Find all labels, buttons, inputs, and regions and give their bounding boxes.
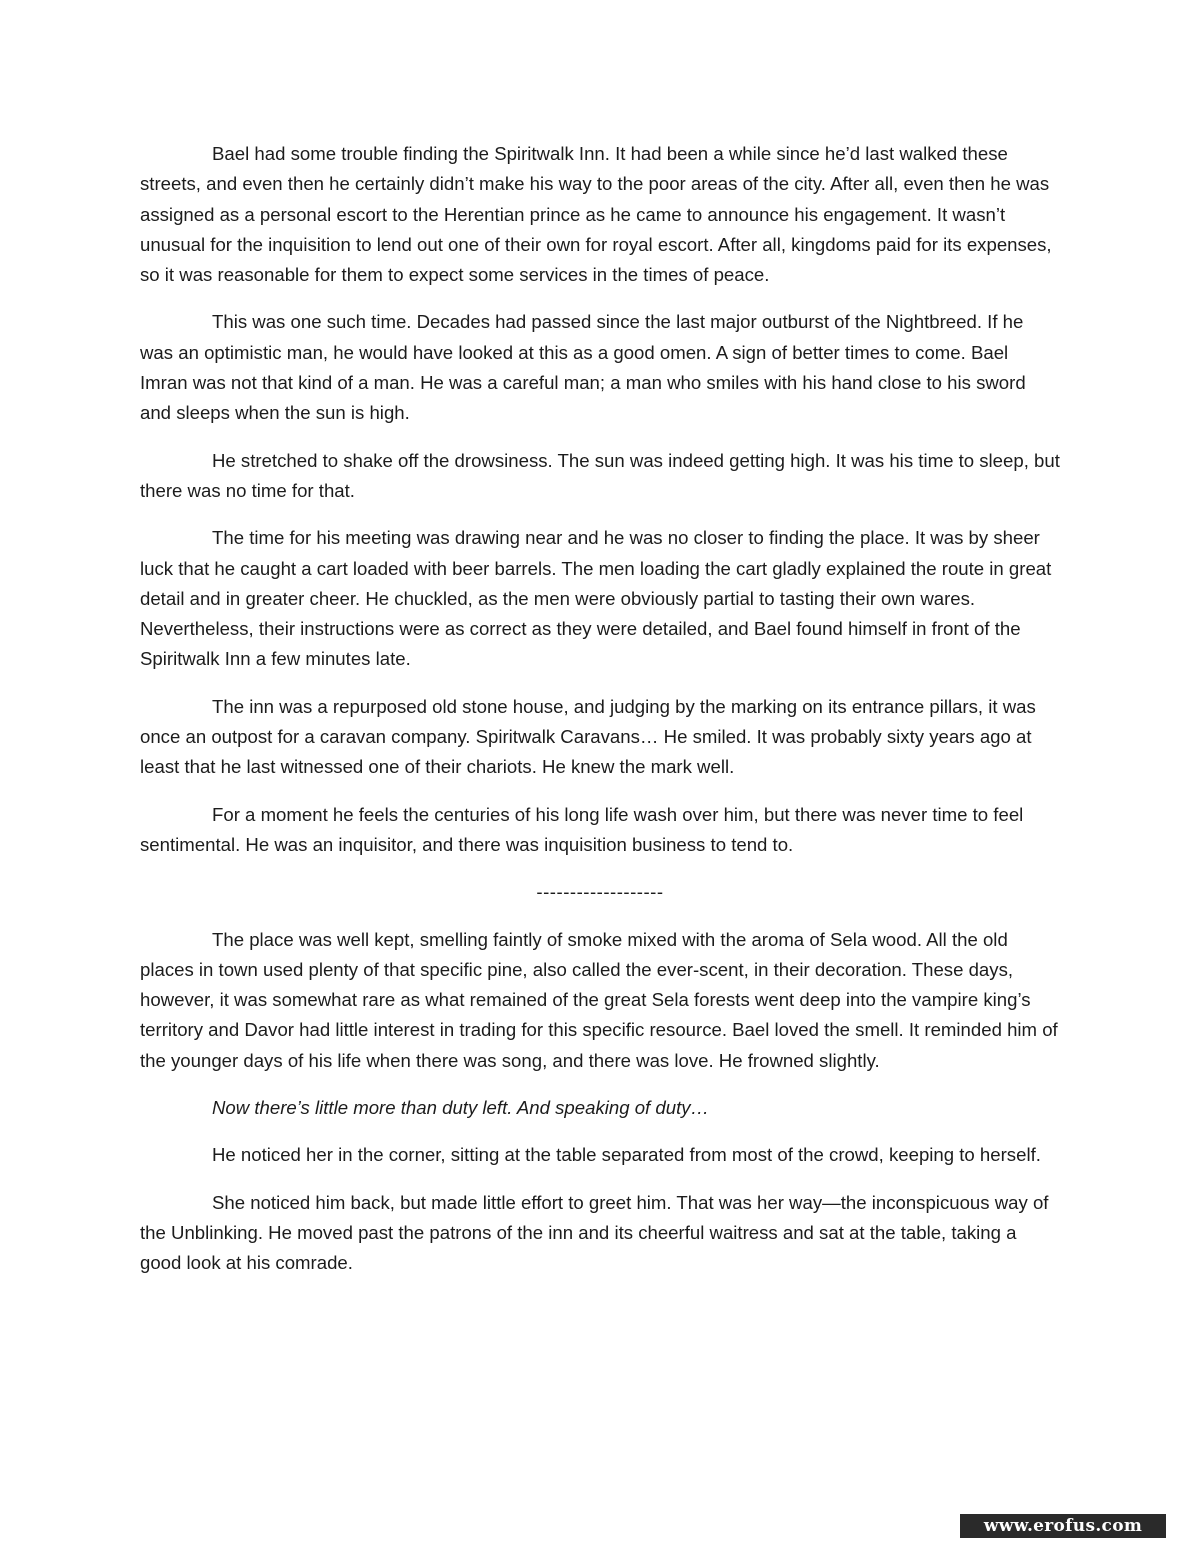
paragraph-7: The place was well kept, smelling faintly of smoke mixed with the aroma of Sela wood. All the old places in town used plenty of that specific pine, also called the ever-scent, in their decoration. These days, however, it was somewhat rare as what remained of the great Sela forests went deep into the vampire king’s territory and Davor had little interest in trading for this specific resource. Bael loved the smell. It reminded him of the younger days of his life when there was song, and there was love. He frowned slightly. xyxy=(140,928,1058,1071)
scene-separator: ------------------- xyxy=(536,881,664,903)
paragraph-6: For a moment he feels the centuries of his long life wash over him, but there was never time to feel sentimental. He was an inquisitor, and there was inquisition business to tend to. xyxy=(140,803,1024,855)
paragraph-2: This was one such time. Decades had passed since the last major outburst of the Nightbreed. If he was an optimistic man, he would have looked at this as a good omen. A sign of better times to come. Bael Imran was not that kind of a man. He was a careful man; a man who smiles with his hand close to his sword and sleeps when the sun is high. xyxy=(140,311,1026,424)
story-text xyxy=(140,139,1060,1296)
watermark-logo: www.erofus.com xyxy=(960,1514,1166,1538)
paragraph-5: The inn was a repurposed old stone house, and judging by the marking on its entrance pillars, it was once an outpost for a caravan company. Spiritwalk Caravans… He smiled. It was probably sixty years ago at least that he last witnessed one of their chariots. He knew the mark well. xyxy=(140,695,1036,778)
paragraph-3: He stretched to shake off the drowsiness. The sun was indeed getting high. It was his time to sleep, but there was no time for that. xyxy=(140,449,1060,501)
paragraph-1: Bael had some trouble finding the Spiritwalk Inn. It had been a while since he’d last walked these streets, and even then he certainly didn’t make his way to the poor areas of the city. After all, even then he was assigned as a personal escort to the Herentian prince as he came to announce his engagement. It wasn’t unusual for the inquisition to lend out one of their own for royal escort. After all, kingdoms paid for its expenses, so it was reasonable for them to expect some services in the times of peace. xyxy=(140,143,1052,286)
paragraph-italic-thought: Now there’s little more than duty left. And speaking of duty… xyxy=(212,1097,710,1119)
paragraph-8: He noticed her in the corner, sitting at the table separated from most of the crowd, keeping to herself. xyxy=(212,1144,1041,1166)
paragraph-9: She noticed him back, but made little effort to greet him. That was her way—the inconspicuous way of the Unblinking. He moved past the patrons of the inn and its cheerful waitress and sat at the table, taking a good look at his comrade. xyxy=(140,1191,1049,1274)
paragraph-4: The time for his meeting was drawing near and he was no closer to finding the place. It was by sheer luck that he caught a cart loaded with beer barrels. The men loading the cart gladly explained the route in great detail and in greater cheer. He chuckled, as the men were obviously partial to tasting their own wares. Nevertheless, their instructions were as correct as they were detailed, and Bael found himself in front of the Spiritwalk Inn a few minutes late. xyxy=(140,527,1052,670)
